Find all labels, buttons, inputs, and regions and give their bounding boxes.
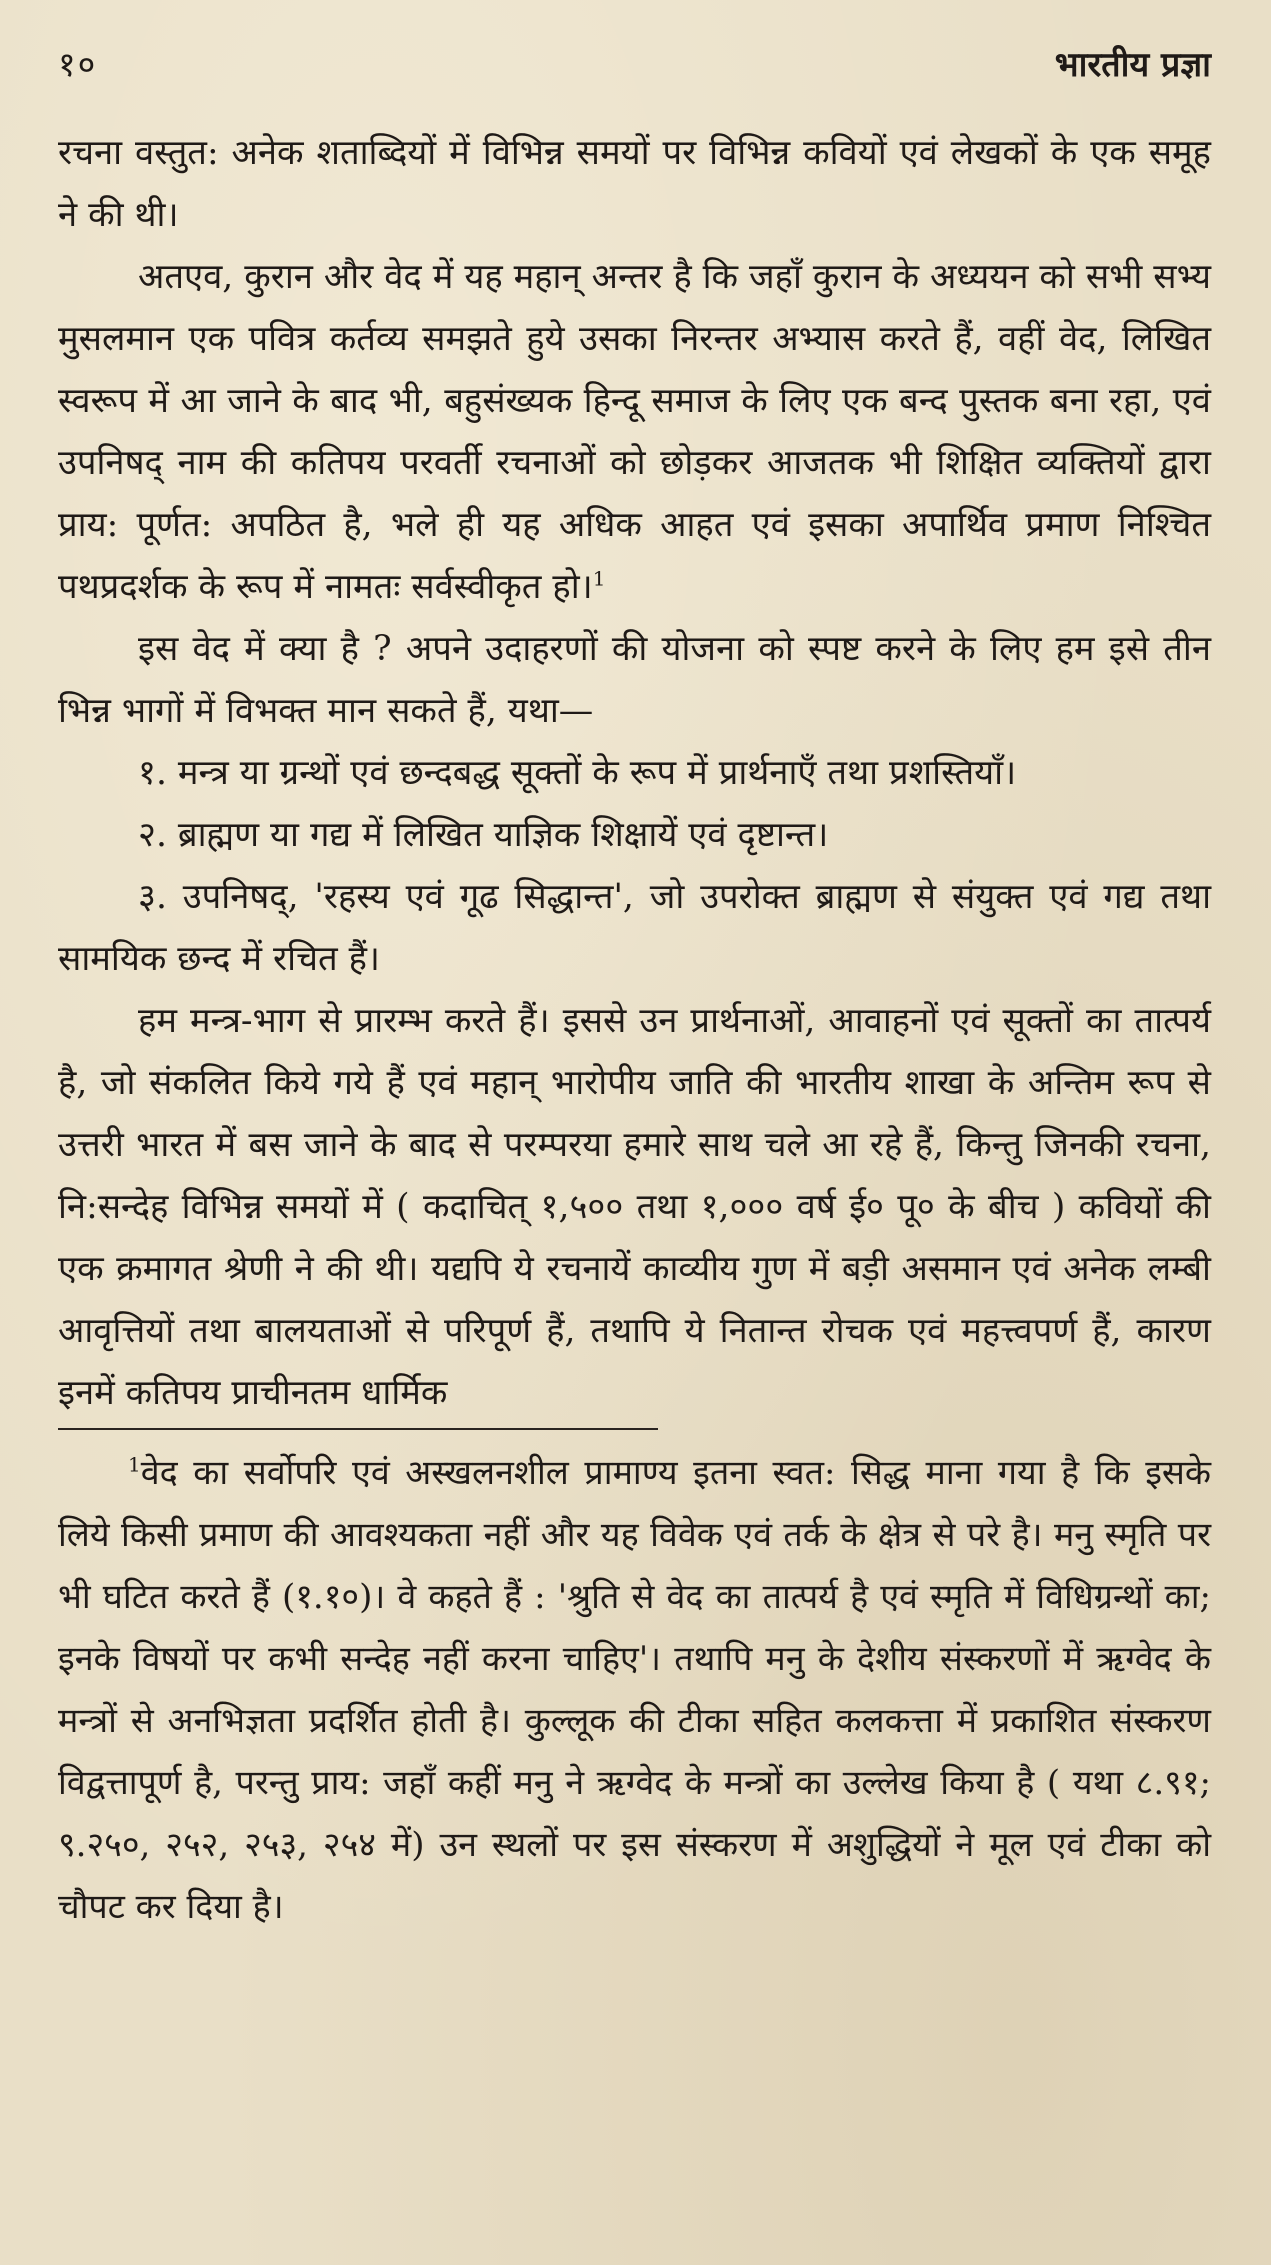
page-header — [58, 40, 1211, 100]
footnote-ref: 1 — [592, 566, 606, 591]
list-item-brahmana: २. ब्राह्मण या गद्य में लिखित याज्ञिक शिक्षायें एवं दृष्टान्त। — [138, 815, 829, 855]
footnote-paragraph — [58, 1442, 1211, 1938]
paragraph-veda-contents: इस वेद में क्या है ? अपने उदाहरणों की योजना को स्पष्ट करने के लिए हम इसे तीन भिन्न भागों में विभक्त मान सकते हैं, यथा— — [58, 629, 1211, 731]
page-number: १० — [58, 45, 98, 85]
list-item-upanishad: ३. उपनिषद्, 'रहस्य एवं गूढ सिद्धान्त', जो उपरोक्त ब्राह्मण से संयुक्त एवं गद्य तथा सामयिक छन्द में रचित हैं। — [58, 877, 1211, 979]
paragraph-mantra-section: हम मन्त्र-भाग से प्रारम्भ करते हैं। इससे उन प्रार्थनाओं, आवाहनों एवं सूक्तों का तात्पर्य है, जो संकलित किये गये हैं एवं महान् भारोपीय जाति की भारतीय शाखा के अन्तिम रूप से उत्तरी भारत में बस जाने के बाद से परम्परया हमारे साथ चले आ रहे हैं, किन्तु जिनकी रचना, नि:सन्देह विभिन्न समयों में ( कदाचित् १,५०० तथा १,००० वर्ष ई० पू० के बीच ) कवियों की एक क्रमागत श्रेणी ने की थी। यद्यपि ये रचनायें काव्यीय गुण में बड़ी असमान एवं अनेक लम्बी आवृत्तियों तथा बालयताओं से परिपूर्ण हैं, तथापि ये नितान्त रोचक एवं महत्त्वपर्ण हैं, कारण इनमें कतिपय प्राचीनतम धार्मिक — [58, 1001, 1211, 1413]
paragraph-quran-veda-text: अतएव, कुरान और वेद में यह महान् अन्तर है कि जहाँ कुरान के अध्ययन को सभी सभ्य मुसलमान एक पवित्र कर्तव्य समझते हुये उसका निरन्तर अभ्यास करते हैं, वहीं वेद, लिखित स्वरूप में आ जाने के बाद भी, बहुसंख्यक हिन्दू समाज के लिए एक बन्द पुस्तक बना रहा, एवं उपनिषद् नाम की कतिपय परवर्ती रचनाओं को छोड़कर आजतक भी शिक्षित व्यक्तियों द्वारा प्राय: पूर्णत: अपठित है, भले ही यह अधिक आहत एवं इसका अपार्थिव प्रमाण निश्चित पथप्रदर्शक के रूप में नामतः सर्वस्वीकृत हो। — [58, 257, 1211, 607]
main-text — [58, 122, 1211, 1424]
footnote-marker: 1 — [128, 1452, 141, 1477]
running-title: भारतीय प्रज्ञा — [1054, 45, 1211, 85]
footnote-divider — [58, 1428, 658, 1430]
paragraph-quran-veda — [58, 246, 1211, 618]
footnote-text: वेद का सर्वोपरि एवं अस्खलनशील प्रामाण्य इतना स्वत: सिद्ध माना गया है कि इसके लिये किसी प्रमाण की आवश्यकता नहीं और यह विवेक एवं तर्क के क्षेत्र से परे है। मनु स्मृति पर भी घटित करते हैं (१.१०)। वे कहते हैं : 'श्रुति से वेद का तात्पर्य है एवं स्मृति में विधिग्रन्थों का; इनके विषयों पर कभी सन्देह नहीं करना चाहिए'। तथापि मनु के देशीय संस्करणों में ऋग्वेद के मन्त्रों से अनभिज्ञता प्रदर्शित होती है। कुल्लूक की टीका सहित कलकत्ता में प्रकाशित संस्करण विद्वत्तापूर्ण है, परन्तु प्राय: जहाँ कहीं मनु ने ऋग्वेद के मन्त्रों का उल्लेख किया है ( यथा ८.९१; ९.२५०, २५२, २५३, २५४ में) उन स्थलों पर इस संस्करण में अशुद्धियों ने मूल एवं टीका को चौपट कर दिया है। — [58, 1453, 1211, 1927]
list-item-mantra: १. मन्त्र या ग्रन्थों एवं छन्दबद्ध सूक्तों के रूप में प्रार्थनाएँ तथा प्रशस्तियाँ। — [138, 753, 1017, 793]
footnote — [58, 1442, 1211, 1938]
paragraph-continuation: रचना वस्तुत: अनेक शताब्दियों में विभिन्न समयों पर विभिन्न कवियों एवं लेखकों के एक समूह ने की थी। — [58, 133, 1211, 235]
